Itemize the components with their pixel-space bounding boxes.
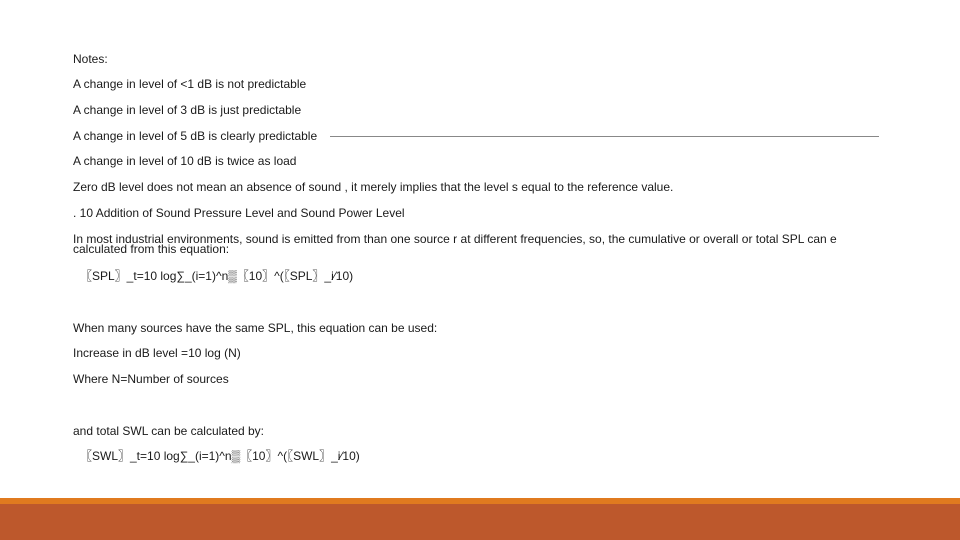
same-spl-text: When many sources have the same SPL, this equation can be used: bbox=[73, 321, 438, 335]
note-item: A change in level of 3 dB is just predictable bbox=[73, 103, 302, 117]
spl-equation: 〖SPL〗_t=10 log∑_(i=1)^n▒〖10〗^(〖SPL〗_i⁄10) bbox=[80, 269, 354, 283]
footer-bar bbox=[0, 504, 960, 540]
increase-text: Increase in dB level =10 log (N) bbox=[73, 346, 241, 360]
note-item: A change in level of 10 dB is twice as load bbox=[73, 154, 297, 168]
paragraph-text: In most industrial environments, sound is emitted from than one source r at different frequencies, so, the cumulative or overall or total SPL can e calculated from this equation: bbox=[73, 232, 837, 256]
horizontal-divider bbox=[330, 136, 879, 137]
notes-heading: Notes: bbox=[73, 52, 108, 66]
note-item: A change in level of 5 dB is clearly predictable bbox=[73, 129, 318, 143]
section-heading: . 10 Addition of Sound Pressure Level and Sound Power Level bbox=[73, 206, 405, 220]
swl-equation: 〖SWL〗_t=10 log∑_(i=1)^n▒〖10〗^(〖SWL〗_i⁄10) bbox=[80, 449, 360, 463]
note-item: A change in level of <1 dB is not predictable bbox=[73, 77, 307, 91]
where-text: Where N=Number of sources bbox=[73, 372, 229, 386]
zero-db-text: Zero dB level does not mean an absence of sound , it merely implies that the level s equal to the reference value. bbox=[73, 180, 674, 194]
swl-intro-text: and total SWL can be calculated by: bbox=[73, 424, 265, 438]
